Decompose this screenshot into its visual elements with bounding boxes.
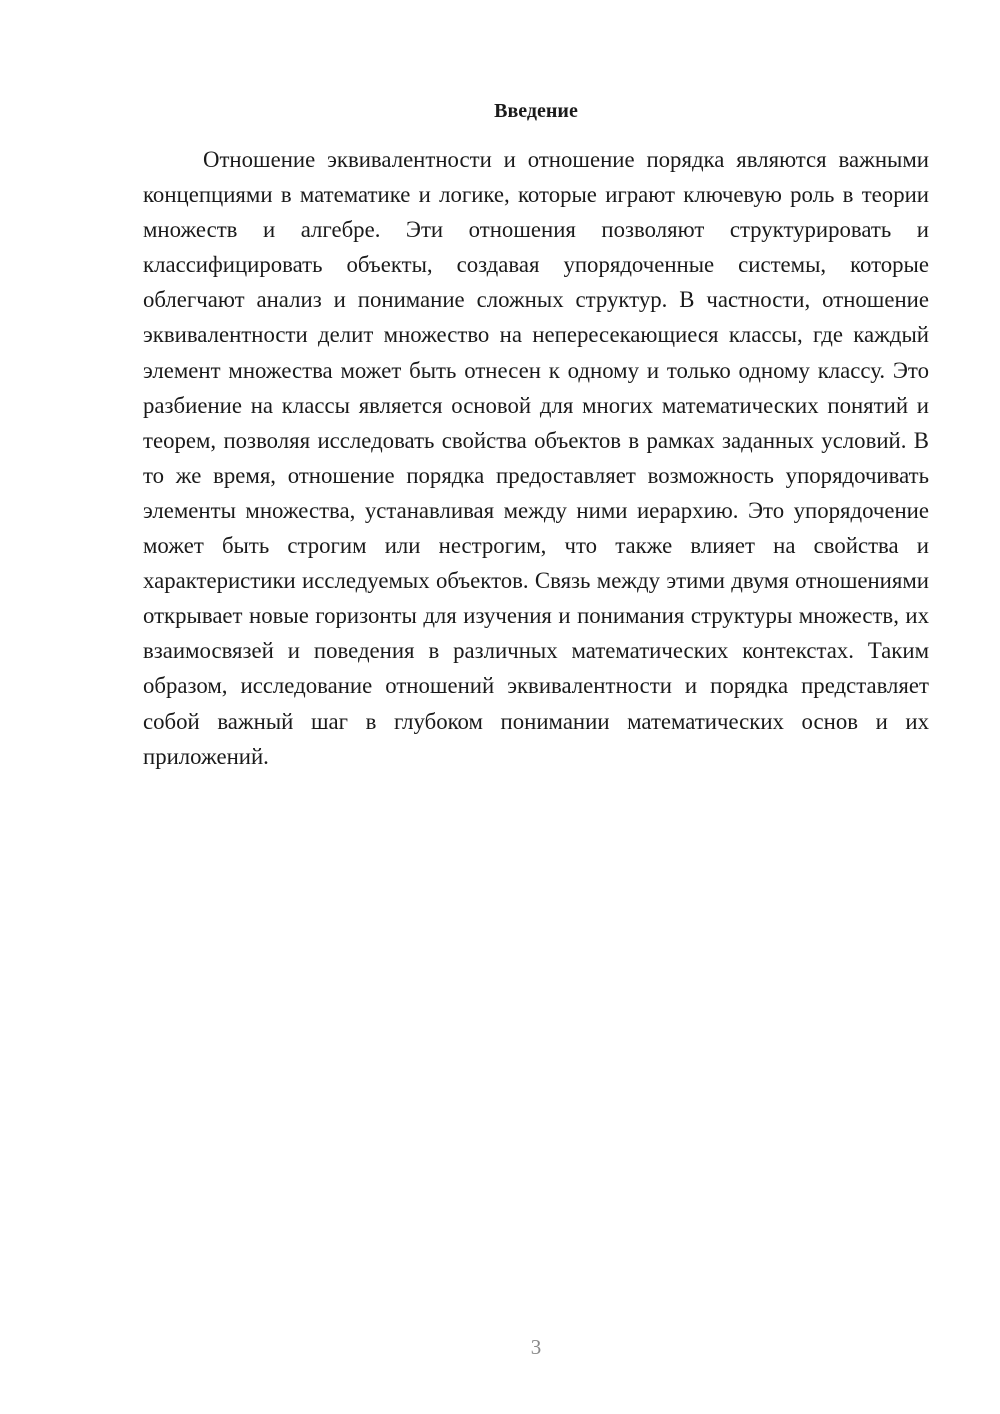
body-paragraph: Отношение эквивалентности и отношение порядка являются важными концепциями в математике и логике, которые играют ключевую роль в теории множеств и алгебре. Эти отношения позволяют структурировать и классифицировать объекты, создавая упорядоченные системы, которые облегчают анализ и понимание сложных структур. В частности, отношение эквивалентности делит множество на непересекающиеся классы, где каждый элемент множества может быть отнесен к одному и только одному классу. Это разбиение на классы является основой для многих математических понятий и теорем, позволяя исследовать свойства объектов в рамках заданных условий. В то же время, отношение порядка предоставляет возможность упорядочивать элементы множества, устанавливая между ними иерархию. Это упорядочение может быть строгим или нестрогим, что также влияет на свойства и характеристики исследуемых объектов. Связь между этими двумя отношениями открывает новые горизонты для изучения и понимания структуры множеств, их взаимосвязей и поведения в различных математических контекстах. Таким образом, исследование отношений эквивалентности и порядка представляет собой важный шаг в глубоком понимании математических основ и их приложений. (143, 147, 929, 769)
section-heading: Введение (494, 100, 578, 122)
page-number: 3 (530, 1335, 542, 1359)
